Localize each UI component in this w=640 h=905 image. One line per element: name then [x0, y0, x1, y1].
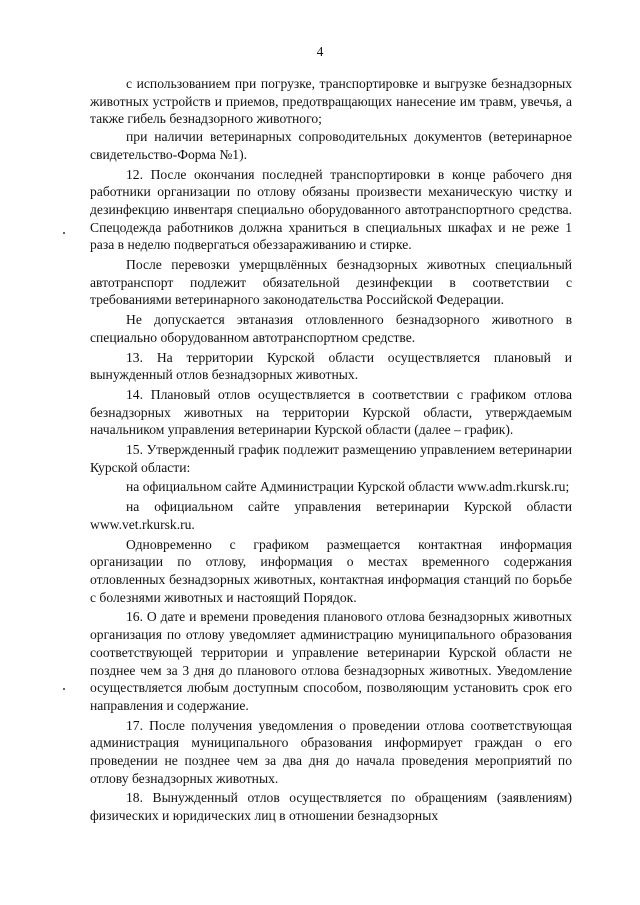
margin-dot-mark: [63, 232, 65, 234]
paragraph: 13. На территории Курской области осуществляется плановый и вынужденный отлов безнадзорных животных.: [90, 349, 572, 383]
paragraph: на официальном сайте Администрации Курской области www.adm.rkursk.ru;: [126, 479, 570, 495]
paragraph: 18. Вынужденный отлов осуществляется по обращениям (заявлениям) физических и юридических лиц в отношении безнадзорных: [90, 790, 572, 824]
paragraph: Одновременно с графиком размещается контактная информация организации по отлову, информация о местах временного содержания отловленных безнадзорных животных, контактная информация станций по борьбе с болезнями животных и настоящий Порядок.: [90, 536, 572, 605]
paragraph: Не допускается эвтаназия отловленного безнадзорного животного в специально оборудованном автотранспортном средстве.: [90, 312, 572, 345]
document-body: [90, 75, 572, 825]
paragraph: 16. О дате и времени проведения планового отлова безнадзорных животных организация по отлову уведомляет администрацию муниципального образования соответствующей территории и управление ветеринарии Курской области не позднее чем за 3 дня до планового отлова безнадзорных животных. Уведомление осуществляется любым доступным способом, позволяющим установить срок его направления и содержание.: [90, 609, 572, 713]
paragraph: После перевозки умерщвлённых безнадзорных животных специальный автотранспорт подлежит обязательной дезинфекции в соответствии с требованиями ветеринарного законодательства Российской Федерации.: [90, 257, 572, 308]
paragraph: при наличии ветеринарных сопроводительных документов (ветеринарное свидетельство-Форма №1).: [90, 129, 572, 162]
paragraph: 15. Утвержденный график подлежит размещению управлением ветеринарии Курской области:: [90, 442, 572, 475]
page-number: 4: [316, 44, 324, 59]
paragraph: с использованием при погрузке, транспортировке и выгрузке безнадзорных животных устройств и приемов, предотвращающих нанесение им травм, увечья, а также гибель безнадзорного животного;: [90, 76, 572, 127]
paragraph: на официальном сайте управления ветеринарии Курской области www.vet.rkursk.ru.: [90, 499, 572, 532]
margin-dot-mark: [63, 688, 65, 690]
paragraph: 17. После получения уведомления о проведении отлова соответствующая администрация муниципального образования информирует граждан о его проведении не позднее чем за два дня до начала проведения мероприятий по отлову безнадзорных животных.: [90, 717, 572, 786]
paragraph: 12. После окончания последней транспортировки в конце рабочего дня работники организации по отлову обязаны произвести механическую чистку и дезинфекцию инвентаря специально оборудованного автотранспортного средства. Спецодежда работников должна храниться в специальных шкафах и не реже 1 раза в неделю подвергаться обеззараживанию и стирке.: [90, 166, 572, 253]
paragraph: 14. Плановый отлов осуществляется в соответствии с графиком отлова безнадзорных животных на территории Курской области, утверждаемым начальником управления ветеринарии Курской области (далее – график).: [90, 386, 572, 438]
